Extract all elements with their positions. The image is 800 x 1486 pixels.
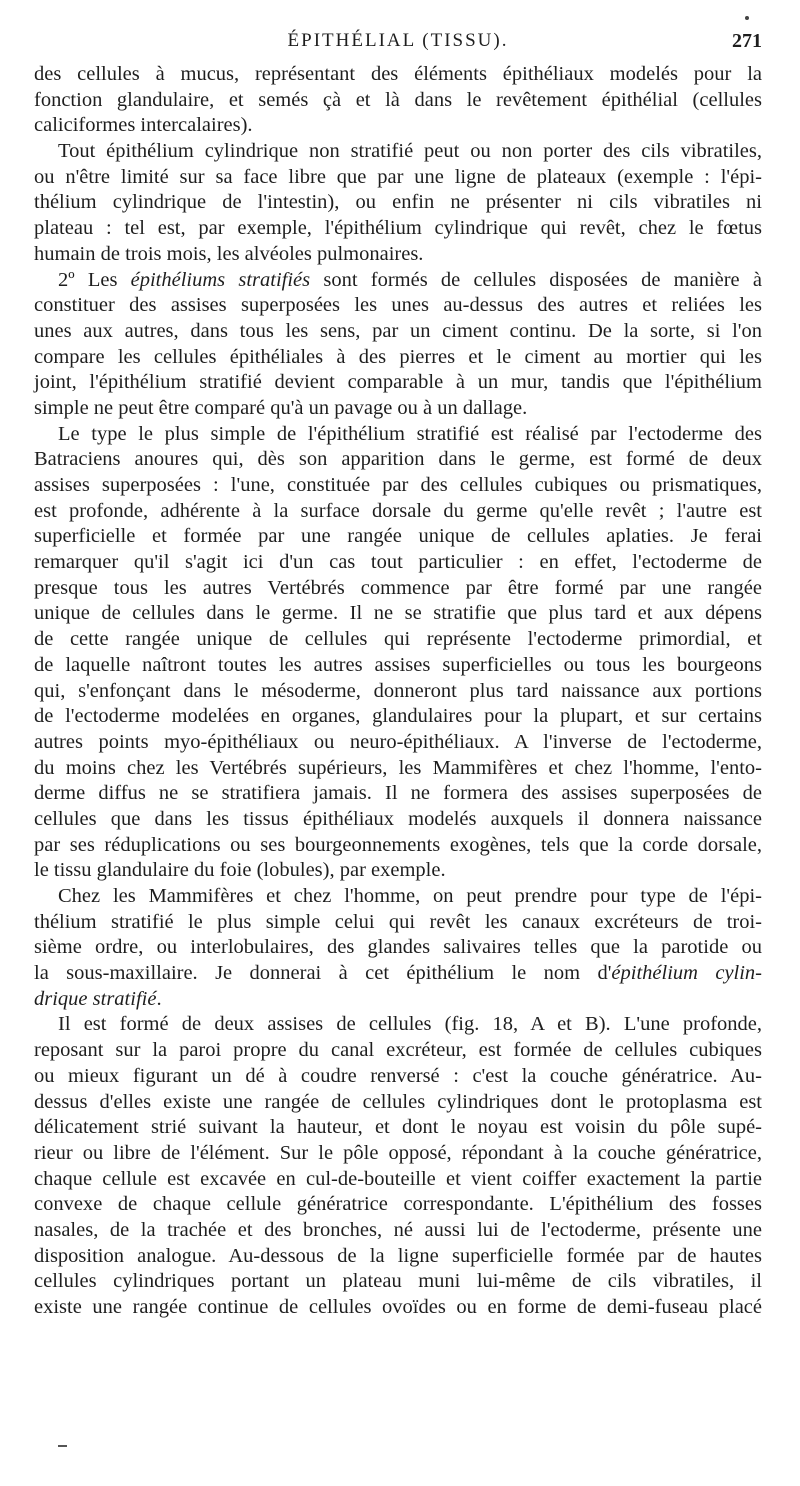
ink-dot [745, 16, 749, 20]
text-line: convexe de chaque cellule génératrice correspondante. L'épithélium des fosses [34, 1193, 762, 1216]
text-line [34, 987, 762, 1013]
text-line: nasales, de la trachée et des bronches, né aussi lui de l'ectoderme, présente une [34, 1218, 762, 1241]
text-line: de laquelle naîtront toutes les autres assises superficielles ou tous les bourgeons [34, 653, 762, 676]
text-line: qui, s'enfonçant dans le mésoderme, donneront plus tard naissance aux portions [34, 679, 762, 702]
text-line: cellules cylindriques portant un plateau muni lui-même de cils vibratiles, il [34, 1270, 762, 1293]
text-line: derme diffus ne se stratifiera jamais. Il ne formera des assises superposées de [34, 782, 762, 805]
text-line: de l'ectoderme modelées en organes, glandulaires pour la plupart, et sur certains [34, 705, 762, 728]
text-line: thélium cylindrique de l'intestin), ou enfin ne présenter ni cils vibratiles ni [34, 191, 762, 214]
text-line: assises superposées : l'une, constituée par des cellules cubiques ou prismatiques, [34, 474, 762, 496]
text-line: compare les cellules épithéliales à des pierres et le ciment au mortier qui les [34, 345, 762, 368]
text-line: plateau : tel est, par exemple, l'épithélium cylindrique qui revêt, chez le fœtus [34, 217, 762, 240]
text-line: chaque cellule est excavée en cul-de-bouteille et vient coiffer exactement la partie [34, 1167, 762, 1190]
text-line: remarquer qu'il s'agit ici d'un cas tout particulier : en effet, l'ectoderme de [34, 551, 762, 574]
text-line: superficielle et formée par une rangée unique de cellules aplaties. Je ferai [34, 525, 762, 548]
text-line: existe une rangée continue de cellules ovoïdes ou en forme de demi-fuseau placé [34, 1296, 762, 1318]
text-line: autres points myo-épithéliaux ou neuro-épithéliaux. A l'inverse de l'ectoderme, [34, 730, 762, 753]
italic-term: drique stratifié [34, 987, 157, 1010]
text-line: de cette rangée unique de cellules qui représente l'ectoderme primordial, et [34, 628, 762, 651]
text-line: sième ordre, ou interlobulaires, des glandes salivaires telles que la parotide ou [34, 936, 762, 959]
text-line: par ses réduplications ou ses bourgeonnements exogènes, tels que la corde dorsale, [34, 833, 762, 856]
text-line: presque tous les autres Vertébrés commence par être formé par une rangée [34, 576, 762, 599]
text-line: unes aux autres, dans tous les sens, par un ciment continu. De la sorte, si l'on [34, 319, 762, 342]
italic-term: épithéliums stratifiés [130, 268, 311, 291]
page-header [34, 24, 762, 58]
text-line: ou mieux figurant un dé à coudre renversé : c'est la couche génératrice. Au- [34, 1064, 762, 1087]
text-line: disposition analogue. Au-dessous de la ligne superficielle formée par de hautes [34, 1244, 762, 1267]
text-line: unique de cellules dans le germe. Il ne se stratifie que plus tard et aux dépens [34, 602, 762, 625]
text-line: est profonde, adhérente à la surface dorsale du germe qu'elle revêt ; l'autre est [34, 499, 762, 522]
text-line: thélium stratifié le plus simple celui qui revêt les canaux excréteurs de troi- [34, 910, 762, 933]
text-line: Chez les Mammifères et chez l'homme, on peut prendre pour type de l'épi- [58, 885, 762, 907]
text-line: Le type le plus simple de l'épithélium stratifié est réalisé par l'ectoderme des [58, 422, 762, 445]
text-line: joint, l'épithélium stratifié devient comparable à un mur, tandis que l'épithélium [34, 371, 762, 394]
text-line: le tissu glandulaire du foie (lobules), par exemple. [34, 859, 446, 882]
running-title: ÉPITHÉLIAL (TISSU). [287, 30, 509, 51]
text-run: sont formés de cellules disposées de manière à [310, 268, 762, 291]
text-line [34, 961, 762, 987]
text-line: ou n'être limité sur sa face libre que par une ligne de plateaux (exemple : l'épi- [34, 165, 762, 188]
body-text [34, 62, 762, 1346]
dash-mark [58, 1445, 67, 1447]
text-line: reposant sur la paroi propre du canal excréteur, est formée de cellules cubiques [34, 1039, 762, 1062]
text-run: la sous-maxillaire. Je donnerai à cet épithélium le nom d' [34, 962, 612, 985]
text-run: 2º Les [58, 268, 131, 291]
text-line: rieur ou libre de l'élément. Sur le pôle opposé, répondant à la couche génératrice, [34, 1141, 762, 1164]
text-line: caliciformes intercalaires). [34, 114, 253, 137]
text-line: fonction glandulaire, et semés çà et là dans le revêtement épithélial (cellules [34, 88, 762, 111]
page-number: 271 [732, 30, 762, 52]
text-line: du moins chez les Vertébrés supérieurs, les Mammifères et chez l'homme, l'ento- [34, 756, 762, 779]
italic-term: épithélium cylin- [611, 962, 763, 985]
text-line: délicatement strié suivant la hauteur, et dont le noyau est voisin du pôle supé- [34, 1116, 762, 1139]
text-run: . [156, 987, 162, 1010]
text-line: simple ne peut être comparé qu'à un pavage ou à un dallage. [34, 396, 528, 419]
text-line [34, 1321, 762, 1347]
text-line: Batraciens anoures qui, dès son apparition dans le germe, est formé de deux [34, 448, 762, 471]
text-line: cellules que dans les tissus épithéliaux modelés auxquels il donnera naissance [34, 807, 762, 830]
text-line: des cellules à mucus, représentant des éléments épithéliaux modelés pour la [34, 63, 762, 85]
text-line: dessus d'elles existe une rangée de cellules cylindriques dont le protoplasma est [34, 1090, 762, 1113]
text-line: humain de trois mois, les alvéoles pulmonaires. [34, 242, 424, 265]
text-line [34, 268, 762, 294]
text-line: constituer des assises superposées les unes au-dessus des autres et reliées les [34, 294, 762, 317]
text-line: Il est formé de deux assises de cellules (fig. 18, A et B). L'une profonde, [58, 1013, 762, 1036]
text-line: Tout épithélium cylindrique non stratifié peut ou non porter des cils vibratiles, [58, 140, 762, 163]
